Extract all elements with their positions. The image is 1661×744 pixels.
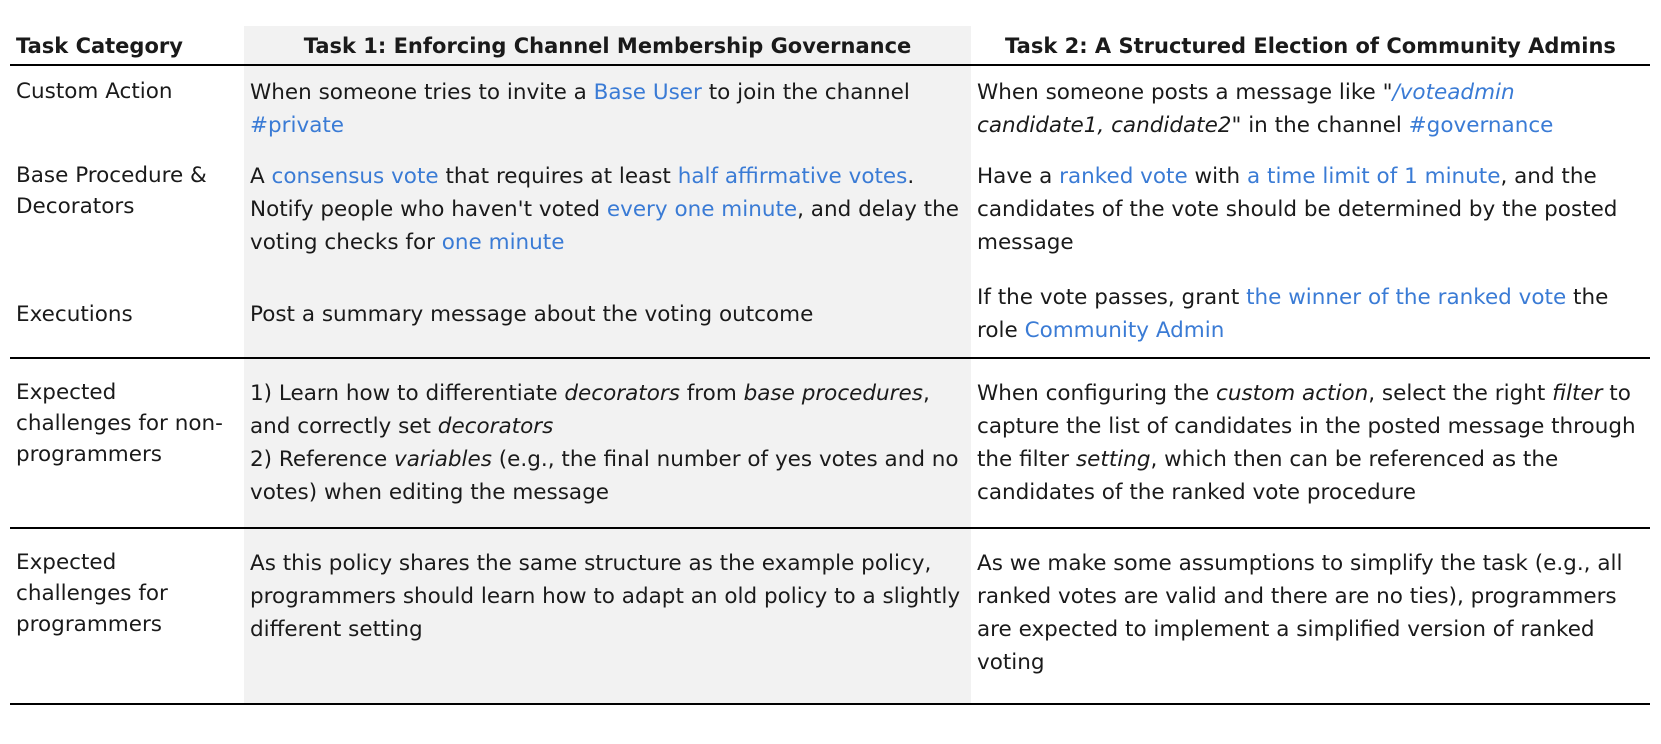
task2-non-programmers: When configuring the custom action, select the right filter to capture the list of candidates in the posted message through the filter setting, which then can be referenced as the candidates of the ranked vote procedure	[977, 381, 1636, 505]
table-row-base-procedure	[10, 152, 1650, 271]
highlight-voteadmin-command: /voteadmin	[1392, 80, 1515, 105]
table-row-programmers	[10, 528, 1650, 704]
header-task-category: Task Category	[16, 34, 183, 58]
task2-executions: If the vote passes, grant the winner of the ranked vote the role Community Admin	[977, 285, 1609, 343]
highlight-half-affirmative: half affirmative votes	[677, 164, 908, 189]
italic-candidates: candidate1, candidate2	[977, 113, 1232, 138]
category-executions: Executions	[16, 301, 133, 327]
task1-non-programmers: 1) Learn how to differentiate decorators from base procedures, and correctly set decorators 2) Reference variables (e.g., the final number of yes votes and no votes) when editing the message	[244, 358, 971, 528]
highlight-one-minute: one minute	[441, 230, 565, 255]
highlight-governance-channel: #governance	[1408, 113, 1554, 138]
task2-custom-action: When someone posts a message like "/voteadmin candidate1, candidate2" in the channel #governance	[977, 80, 1554, 138]
highlight-community-admin: Community Admin	[1024, 318, 1225, 343]
task1-base-procedure: A consensus vote that requires at least half affirmative votes. Notify people who haven't voted every one minute, and delay the voting checks for one minute	[244, 152, 971, 271]
task-table-container	[10, 26, 1650, 705]
highlight-ranked-winner: the winner of the ranked vote	[1246, 285, 1567, 310]
highlight-ranked-vote: ranked vote	[1059, 164, 1188, 189]
header-task2: Task 2: A Structured Election of Community Admins	[1005, 34, 1616, 58]
table-row-custom-action	[10, 65, 1650, 152]
table-row-executions	[10, 271, 1650, 358]
table-row-non-programmers	[10, 358, 1650, 528]
task1-programmers: As this policy shares the same structure as the example policy, programmers should learn how to adapt an old policy to a slightly different setting	[244, 528, 971, 704]
header-task1: Task 1: Enforcing Channel Membership Governance	[244, 26, 971, 65]
highlight-every-one-minute: every one minute	[606, 197, 798, 222]
task1-executions: Post a summary message about the voting outcome	[244, 271, 971, 358]
highlight-base-user: Base User	[593, 80, 702, 105]
task2-programmers: As we make some assumptions to simplify the task (e.g., all ranked votes are valid and there are no ties), programmers are expected to implement a simplified version of ranked voting	[977, 551, 1623, 675]
category-base-procedure: Base Procedure & Decorators	[16, 163, 207, 219]
task-comparison-table	[10, 26, 1650, 705]
table-header-row	[10, 26, 1650, 65]
category-custom-action: Custom Action	[16, 79, 173, 104]
highlight-time-limit: a time limit of 1 minute	[1247, 164, 1501, 189]
task1-custom-action: When someone tries to invite a Base User to join the channel #private	[244, 65, 971, 152]
highlight-consensus-vote: consensus vote	[271, 164, 439, 189]
highlight-private-channel: #private	[250, 113, 345, 138]
task2-base-procedure: Have a ranked vote with a time limit of 1 minute, and the candidates of the vote should be determined by the posted message	[977, 164, 1618, 255]
category-programmers: Expected challenges for programmers	[16, 550, 168, 637]
category-non-programmers: Expected challenges for non-programmers	[16, 380, 223, 467]
